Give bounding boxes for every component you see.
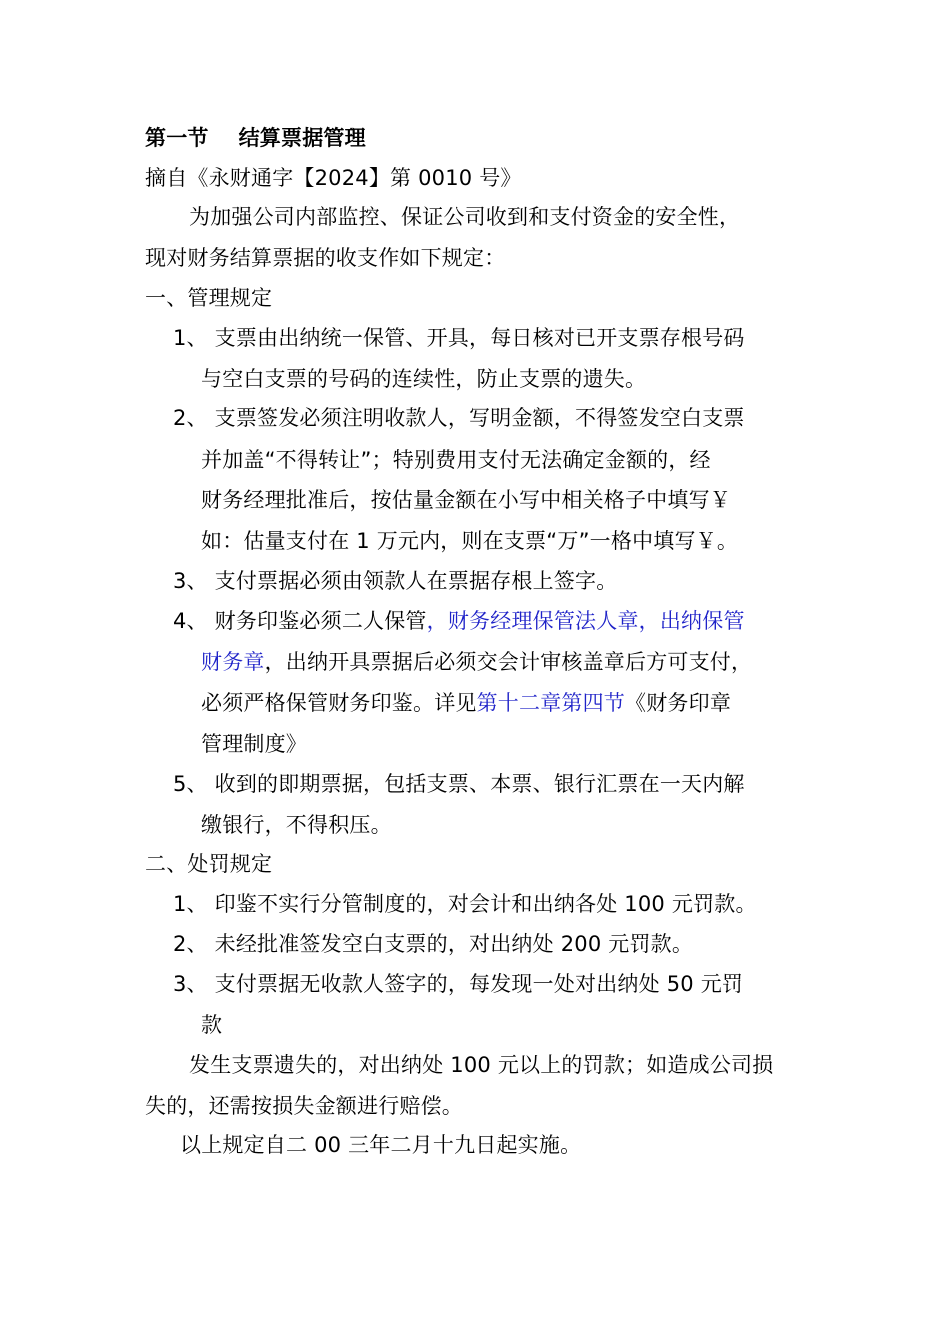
part1-item2-line-3: 财务经理批准后，按估量金额在小写中相关格子中填写￥ <box>201 488 731 512</box>
intro-paragraph-line-1: 为加强公司内部监控、保证公司收到和支付资金的安全性， <box>189 205 741 229</box>
part1-item2-line-2: 并加盖“不得转让”；特别费用支付无法确定金额的，经 <box>201 448 711 472</box>
part1-item4-line-2 <box>201 648 752 676</box>
chapter-reference-link[interactable]: 第十二章第四节 <box>476 691 626 715</box>
section-title: 结算票据管理 <box>238 126 366 150</box>
section-heading <box>145 124 366 152</box>
part2-item1: 1、 印鉴不实行分管制度的，对会计和出纳各处 100 元罚款。 <box>173 892 757 916</box>
part1-item4-line-4: 管理制度》 <box>201 732 307 756</box>
part1-item1-line-1: 1、 支票由出纳统一保管、开具，每日核对已开支票存根号码 <box>173 326 745 350</box>
item4-text: 必须严格保管财务印鉴。详见 <box>201 691 477 715</box>
part1-item2-line-1: 2、 支票签发必须注明收款人，写明金额，不得签发空白支票 <box>173 406 745 430</box>
closing-paragraph-line-2: 失的，还需按损失金额进行赔偿。 <box>145 1094 463 1118</box>
item4-text: 《财务印章 <box>625 691 732 715</box>
part1-item4-line-1 <box>173 607 745 635</box>
part1-item5-line-2: 缴银行，不得积压。 <box>201 813 392 837</box>
part1-title: 一、管理规定 <box>145 286 273 310</box>
part2-item2: 2、 未经批准签发空白支票的，对出纳处 200 元罚款。 <box>173 932 694 956</box>
section-number: 第一节 <box>145 126 209 150</box>
finance-seal-link-text[interactable]: 财务章 <box>201 650 265 674</box>
part1-item4-line-3 <box>201 689 731 717</box>
item4-text: 4、 财务印鉴必须二人保管 <box>173 609 427 633</box>
part1-item5-line-1: 5、 收到的即期票据，包括支票、本票、银行汇票在一天内解 <box>173 772 745 796</box>
effective-date-statement: 以上规定自二 00 三年二月十九日起实施。 <box>180 1133 582 1157</box>
intro-paragraph-line-2: 现对财务结算票据的收支作如下规定： <box>145 246 506 270</box>
part1-item1-line-2: 与空白支票的号码的连续性，防止支票的遗失。 <box>201 367 647 391</box>
part2-title: 二、处罚规定 <box>145 852 273 876</box>
part1-item3-line-1: 3、 支付票据必须由领款人在票据存根上签字。 <box>173 569 618 593</box>
seal-custody-link-text[interactable]: ，财务经理保管法人章，出纳保管 <box>426 609 745 633</box>
part1-item2-line-4: 如：估量支付在 1 万元内，则在支票“万”一格中填写￥。 <box>201 529 739 553</box>
part2-item3-line-2: 款 <box>201 1013 223 1037</box>
closing-paragraph-line-1: 发生支票遗失的，对出纳处 100 元以上的罚款；如造成公司损 <box>189 1053 774 1077</box>
part2-item3-line-1: 3、 支付票据无收款人签字的，每发现一处对出纳处 50 元罚 <box>173 972 744 996</box>
item4-text: ，出纳开具票据后必须交会计审核盖章后方可支付， <box>264 650 753 674</box>
source-reference: 摘自《永财通字【2024】第 0010 号》 <box>145 166 522 190</box>
